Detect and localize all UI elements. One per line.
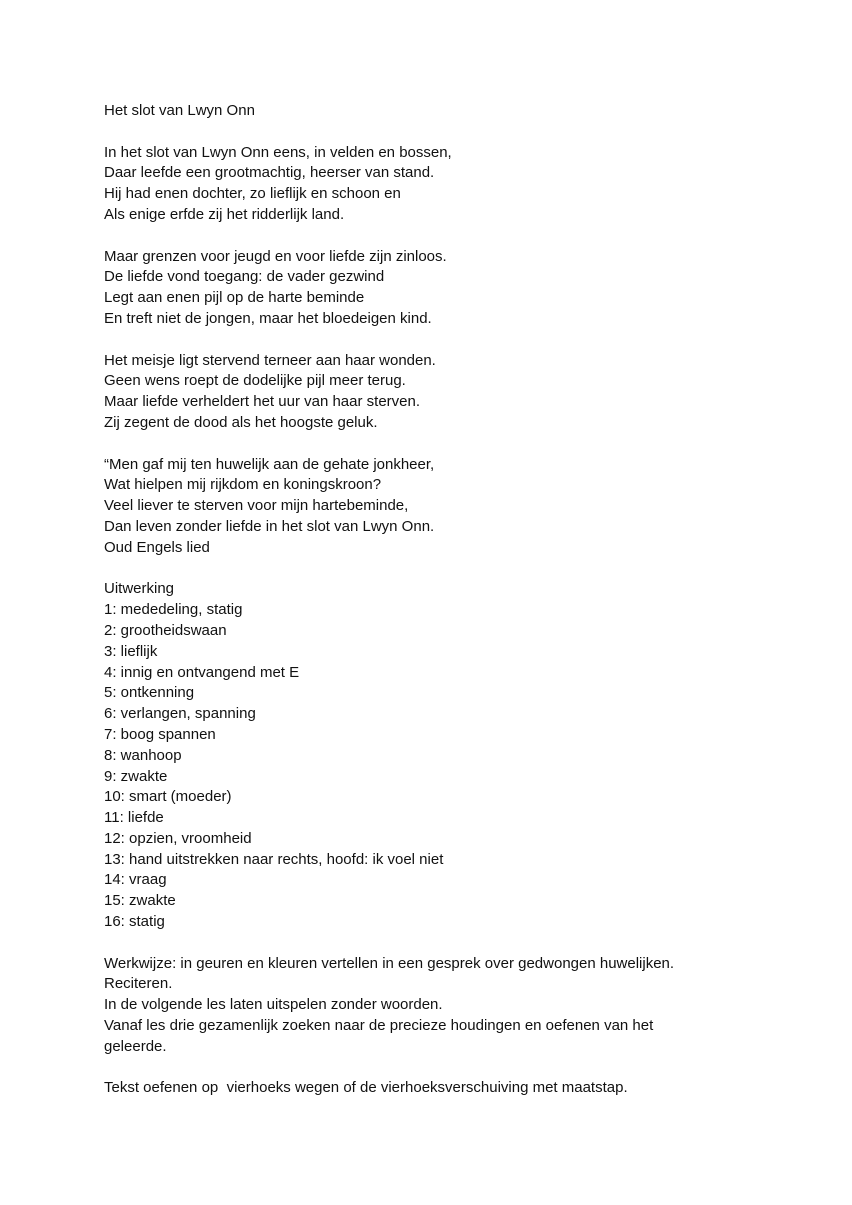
verse-line: Hij had enen dochter, zo lieflijk en schoon en xyxy=(104,185,401,203)
verse-line: Als enige erfde zij het ridderlijk land. xyxy=(104,205,345,223)
verse-line: Maar grenzen voor jeugd en voor liefde zijn zinloos. xyxy=(104,247,447,265)
stanza-4 xyxy=(104,455,824,559)
blank-line xyxy=(104,933,824,954)
verse-line: Zij zegent de dood als het hoogste geluk. xyxy=(104,413,378,431)
verse-line: En treft niet de jongen, maar het bloedeigen kind. xyxy=(104,309,432,327)
uitwerking-item: 11: liefde xyxy=(104,809,164,827)
werkwijze-section xyxy=(104,954,824,1058)
blank-line xyxy=(104,434,824,455)
uitwerking-item: 14: vraag xyxy=(104,871,167,889)
stanza-1 xyxy=(104,143,824,226)
werkwijze-line: geleerde. xyxy=(104,1037,167,1055)
uitwerking-item: 6: verlangen, spanning xyxy=(104,705,256,723)
verse-line: Veel liever te sterven voor mijn hartebeminde, xyxy=(104,497,409,515)
oefening-line: Tekst oefenen op vierhoeks wegen of de vierhoeksverschuiving met maatstap. xyxy=(104,1079,628,1097)
werkwijze-line: Werkwijze: in geuren en kleuren vertellen in een gesprek over gedwongen huwelijken. xyxy=(104,954,675,972)
verse-line: Geen wens roept de dodelijke pijl meer terug. xyxy=(104,372,406,390)
stanza-3 xyxy=(104,351,824,434)
verse-line: Daar leefde een grootmachtig, heerser van stand. xyxy=(104,164,435,182)
verse-line: Wat hielpen mij rijkdom en koningskroon? xyxy=(104,476,382,494)
verse-line: In het slot van Lwyn Onn eens, in velden en bossen, xyxy=(104,143,452,161)
verse-line: Dan leven zonder liefde in het slot van Lwyn Onn. xyxy=(104,517,435,535)
werkwijze-line: Vanaf les drie gezamenlijk zoeken naar de precieze houdingen en oefenen van het xyxy=(104,1017,654,1035)
uitwerking-item: 10: smart (moeder) xyxy=(104,788,232,806)
stanza-2 xyxy=(104,247,824,330)
uitwerking-item: 8: wanhoop xyxy=(104,746,182,764)
uitwerking-item: 16: statig xyxy=(104,913,165,931)
uitwerking-item: 9: zwakte xyxy=(104,767,168,785)
verse-line: Maar liefde verheldert het uur van haar sterven. xyxy=(104,393,421,411)
uitwerking-item: 15: zwakte xyxy=(104,892,176,910)
uitwerking-item: 13: hand uitstrekken naar rechts, hoofd: ik voel niet xyxy=(104,850,444,868)
uitwerking-item: 2: grootheidswaan xyxy=(104,621,227,639)
uitwerking-item: 7: boog spannen xyxy=(104,725,216,743)
werkwijze-line: Reciteren. xyxy=(104,975,173,993)
blank-line xyxy=(104,330,824,351)
verse-line: Legt aan enen pijl op de harte beminde xyxy=(104,289,365,307)
poem-title: Het slot van Lwyn Onn xyxy=(104,102,255,119)
document-body xyxy=(104,101,824,1099)
verse-line: De liefde vond toegang: de vader gezwind xyxy=(104,268,385,286)
uitwerking-section xyxy=(104,579,824,933)
verse-line: Het meisje ligt stervend terneer aan haar wonden. xyxy=(104,351,436,369)
poem-source: Oud Engels lied xyxy=(104,538,210,556)
uitwerking-item: 5: ontkenning xyxy=(104,684,195,702)
uitwerking-item: 3: lieflijk xyxy=(104,642,158,660)
blank-line xyxy=(104,1058,824,1079)
blank-line xyxy=(104,559,824,580)
werkwijze-line: In de volgende les laten uitspelen zonder woorden. xyxy=(104,996,443,1014)
verse-line: “Men gaf mij ten huwelijk aan de gehate jonkheer, xyxy=(104,455,435,473)
blank-line xyxy=(104,226,824,247)
uitwerking-item: 1: mededeling, statig xyxy=(104,601,243,619)
uitwerking-heading: Uitwerking xyxy=(104,580,175,598)
uitwerking-item: 4: innig en ontvangend met E xyxy=(104,663,300,681)
uitwerking-item: 12: opzien, vroomheid xyxy=(104,829,252,847)
blank-line xyxy=(104,122,824,143)
